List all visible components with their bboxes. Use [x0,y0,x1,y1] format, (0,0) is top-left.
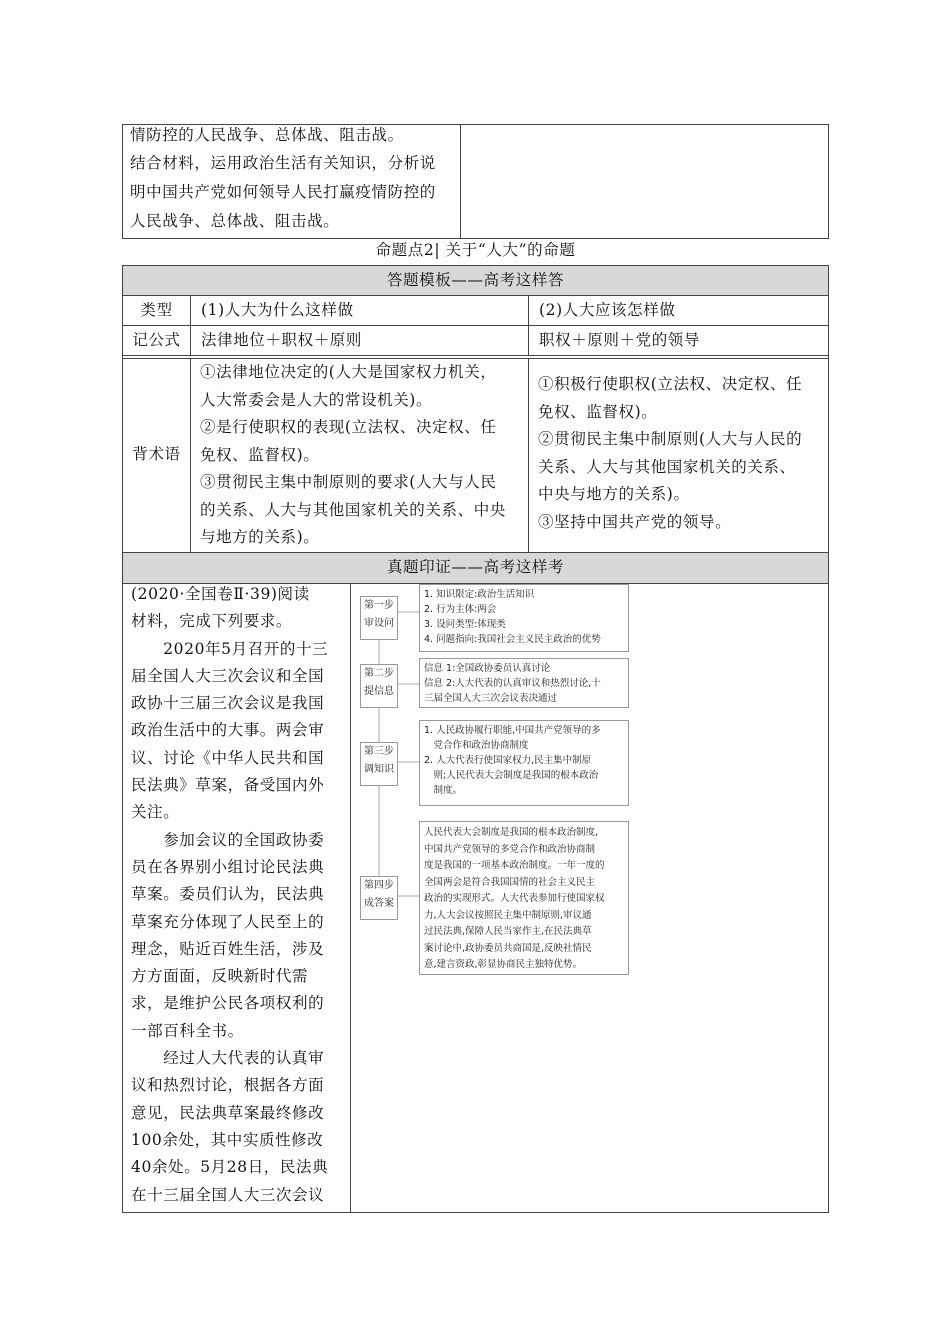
flow-line: 3. 设问类型:体现类 [424,619,506,630]
flow-line: 度是我国的一项基本政治制度。一年一度的 [424,860,605,871]
section-title: 命题点2| 关于“人大”的命题 [375,241,576,259]
flow-line: 2. 人大代表行使国家权力,民主集中制原 [424,755,592,766]
real-exam-divider [350,583,351,1213]
flow-line: 政治的实现形式。人大代表参加行使国家权 [424,893,605,904]
flow-line: 过民法典,保障人民当家作主,在民法典草 [424,926,592,937]
text-line: 免权、监督权)。 [538,402,658,421]
text-line: 在十三届全国人大三次会议 [131,1185,325,1204]
flow-line: 2. 行为主体:两会 [424,604,497,615]
step-3-title: 第三步 [364,746,394,757]
text-line: 与地方的关系)。 [200,528,320,546]
text-line: ②是行使职权的表现(立法权、决定权、任 [200,418,497,436]
text-line: 一部百科全书。 [131,1021,244,1040]
text-line: 免权、监督权)。 [200,445,320,464]
text-line: 参加会议的全国政协委 [131,830,325,849]
step-4-label [360,876,398,920]
flow-line: 意,建言资政,彰显协商民主独特优势。 [424,959,583,970]
text-line: 议和热烈讨论，根据各方面 [131,1076,325,1095]
flow-line: 力,人大会议按照民主集中制原则,审议通 [424,909,592,921]
text-line: 关注。 [131,803,180,822]
exam-passage [131,581,349,1209]
flow-line: 中国共产党领导的多党合作和政治协商制 [424,843,596,855]
recite-label: 背术语 [122,358,191,553]
flow-line: 案讨论中,政协委员共商国是,反映社情民 [424,942,592,954]
flow-line: 全国两会是符合我国国情的社会主义民主 [424,876,596,888]
step-1-label [360,596,398,640]
text-line: 情防控的人民战争、总体战、阻击战。 [130,126,404,144]
top-table-divider [460,124,461,239]
text-line: 人大常委会是人大的常设机关)。 [200,390,433,409]
text-line: ①法律地位决定的(人大是国家权力机关， [200,363,497,381]
flow-line: 则;人民代表大会制度是我国的根本政治 [424,770,599,781]
text-line: 求，是维护公民各项权利的 [131,994,325,1013]
col-why-label: (1)人大为什么这样做 [190,295,529,326]
text-line: ①积极行使职权(立法权、决定权、任 [538,375,803,393]
text-line: 方方面面，反映新时代需 [131,967,309,986]
text-line: 民法典》草案，备受国内外 [131,776,325,795]
flow-line: 三届全国人大三次会议表决通过 [424,693,558,704]
text-line: 关系、人大与其他国家机关的关系、 [538,457,796,476]
recite-how [528,358,829,553]
text-line: ②贯彻民主集中制原则(人大与人民的 [538,430,803,448]
col-type-label: 类型 [122,295,191,326]
text-line: 员在各界别小组讨论民法典 [131,857,325,876]
step-1-content [419,584,629,652]
text-line: 届全国人大三次会议和全国 [131,666,325,685]
step-4-subtitle: 成答案 [364,898,394,909]
text-line: 明中国共产党如何领导人民打赢疫情防控的 [130,183,436,201]
flow-line: 1. 人民政协履行职能,中国共产党领导的多 [424,725,601,736]
formula-how: 职权＋原则＋党的领导 [528,325,829,356]
text-line: 结合材料，运用政治生活有关知识，分析说 [130,154,436,172]
top-table-text [130,123,460,236]
recite-why [190,358,529,553]
step-3-content [419,720,629,806]
step-1-title: 第一步 [364,600,394,611]
step-3-label [360,742,398,786]
text-line: 草案充分体现了人民至上的 [131,912,325,931]
flow-line: 制度。 [424,785,463,796]
text-line: 经过人大代表的认真审 [131,1049,325,1068]
text-line: 草案。委员们认为，民法典 [131,885,325,904]
real-exam-header: 真题印证——高考这样考 [122,552,829,584]
step-1-subtitle: 审设问 [364,618,394,629]
flow-line: 1. 知识限定:政治生活知识 [424,589,535,600]
text-line: 意见，民法典草案最终修改 [131,1103,325,1122]
text-line: 的关系、人大与其他国家机关的关系、中央 [200,500,506,519]
col-how-label: (2)人大应该怎样做 [528,295,829,326]
text-line: ③坚持中国共产党的领导。 [538,512,732,531]
step-4-content [419,821,629,975]
text-line: 中央与地方的关系)。 [538,485,690,503]
step-2-content [419,658,629,708]
flow-line: 4. 问题指向:我国社会主义民主政治的优势 [424,634,601,645]
text-line: 100余处，其中实质性修改 [131,1130,324,1149]
step-2-label [360,664,398,708]
flow-line: 党合作和政治协商制度 [424,740,529,751]
flowchart [355,584,635,979]
template-header: 答题模板——高考这样答 [122,265,829,296]
text-line: 材料，完成下列要求。 [131,612,293,631]
text-line: 人民战争、总体战、阻击战。 [130,212,340,230]
text-line: 议、讨论《中华人民共和国 [131,748,325,767]
flow-line: 信息 1:全国政协委员认真讨论 [424,663,551,674]
text-line: 政协十三届三次会议是我国 [131,694,325,713]
flow-line: 信息 2:人大代表的认真审议和热烈讨论,十 [424,678,601,689]
formula-label: 记公式 [122,325,191,356]
flow-line: 人民代表大会制度是我国的根本政治制度, [424,827,599,838]
text-line: 40余处。5月28日，民法典 [131,1158,329,1177]
text-line: 2020年5月召开的十三 [131,639,329,658]
step-2-title: 第二步 [364,668,394,679]
text-line: 理念，贴近百姓生活，涉及 [131,939,325,958]
text-line: (2020·全国卷Ⅱ·39)阅读 [131,585,310,603]
text-line: ③贯彻民主集中制原则的要求(人大与人民 [200,473,497,491]
step-3-subtitle: 调知识 [364,764,394,775]
text-line: 政治生活中的大事。两会审 [131,721,325,740]
step-2-subtitle: 提信息 [364,686,394,697]
step-4-title: 第四步 [364,880,394,891]
formula-why: 法律地位＋职权＋原则 [190,325,529,356]
